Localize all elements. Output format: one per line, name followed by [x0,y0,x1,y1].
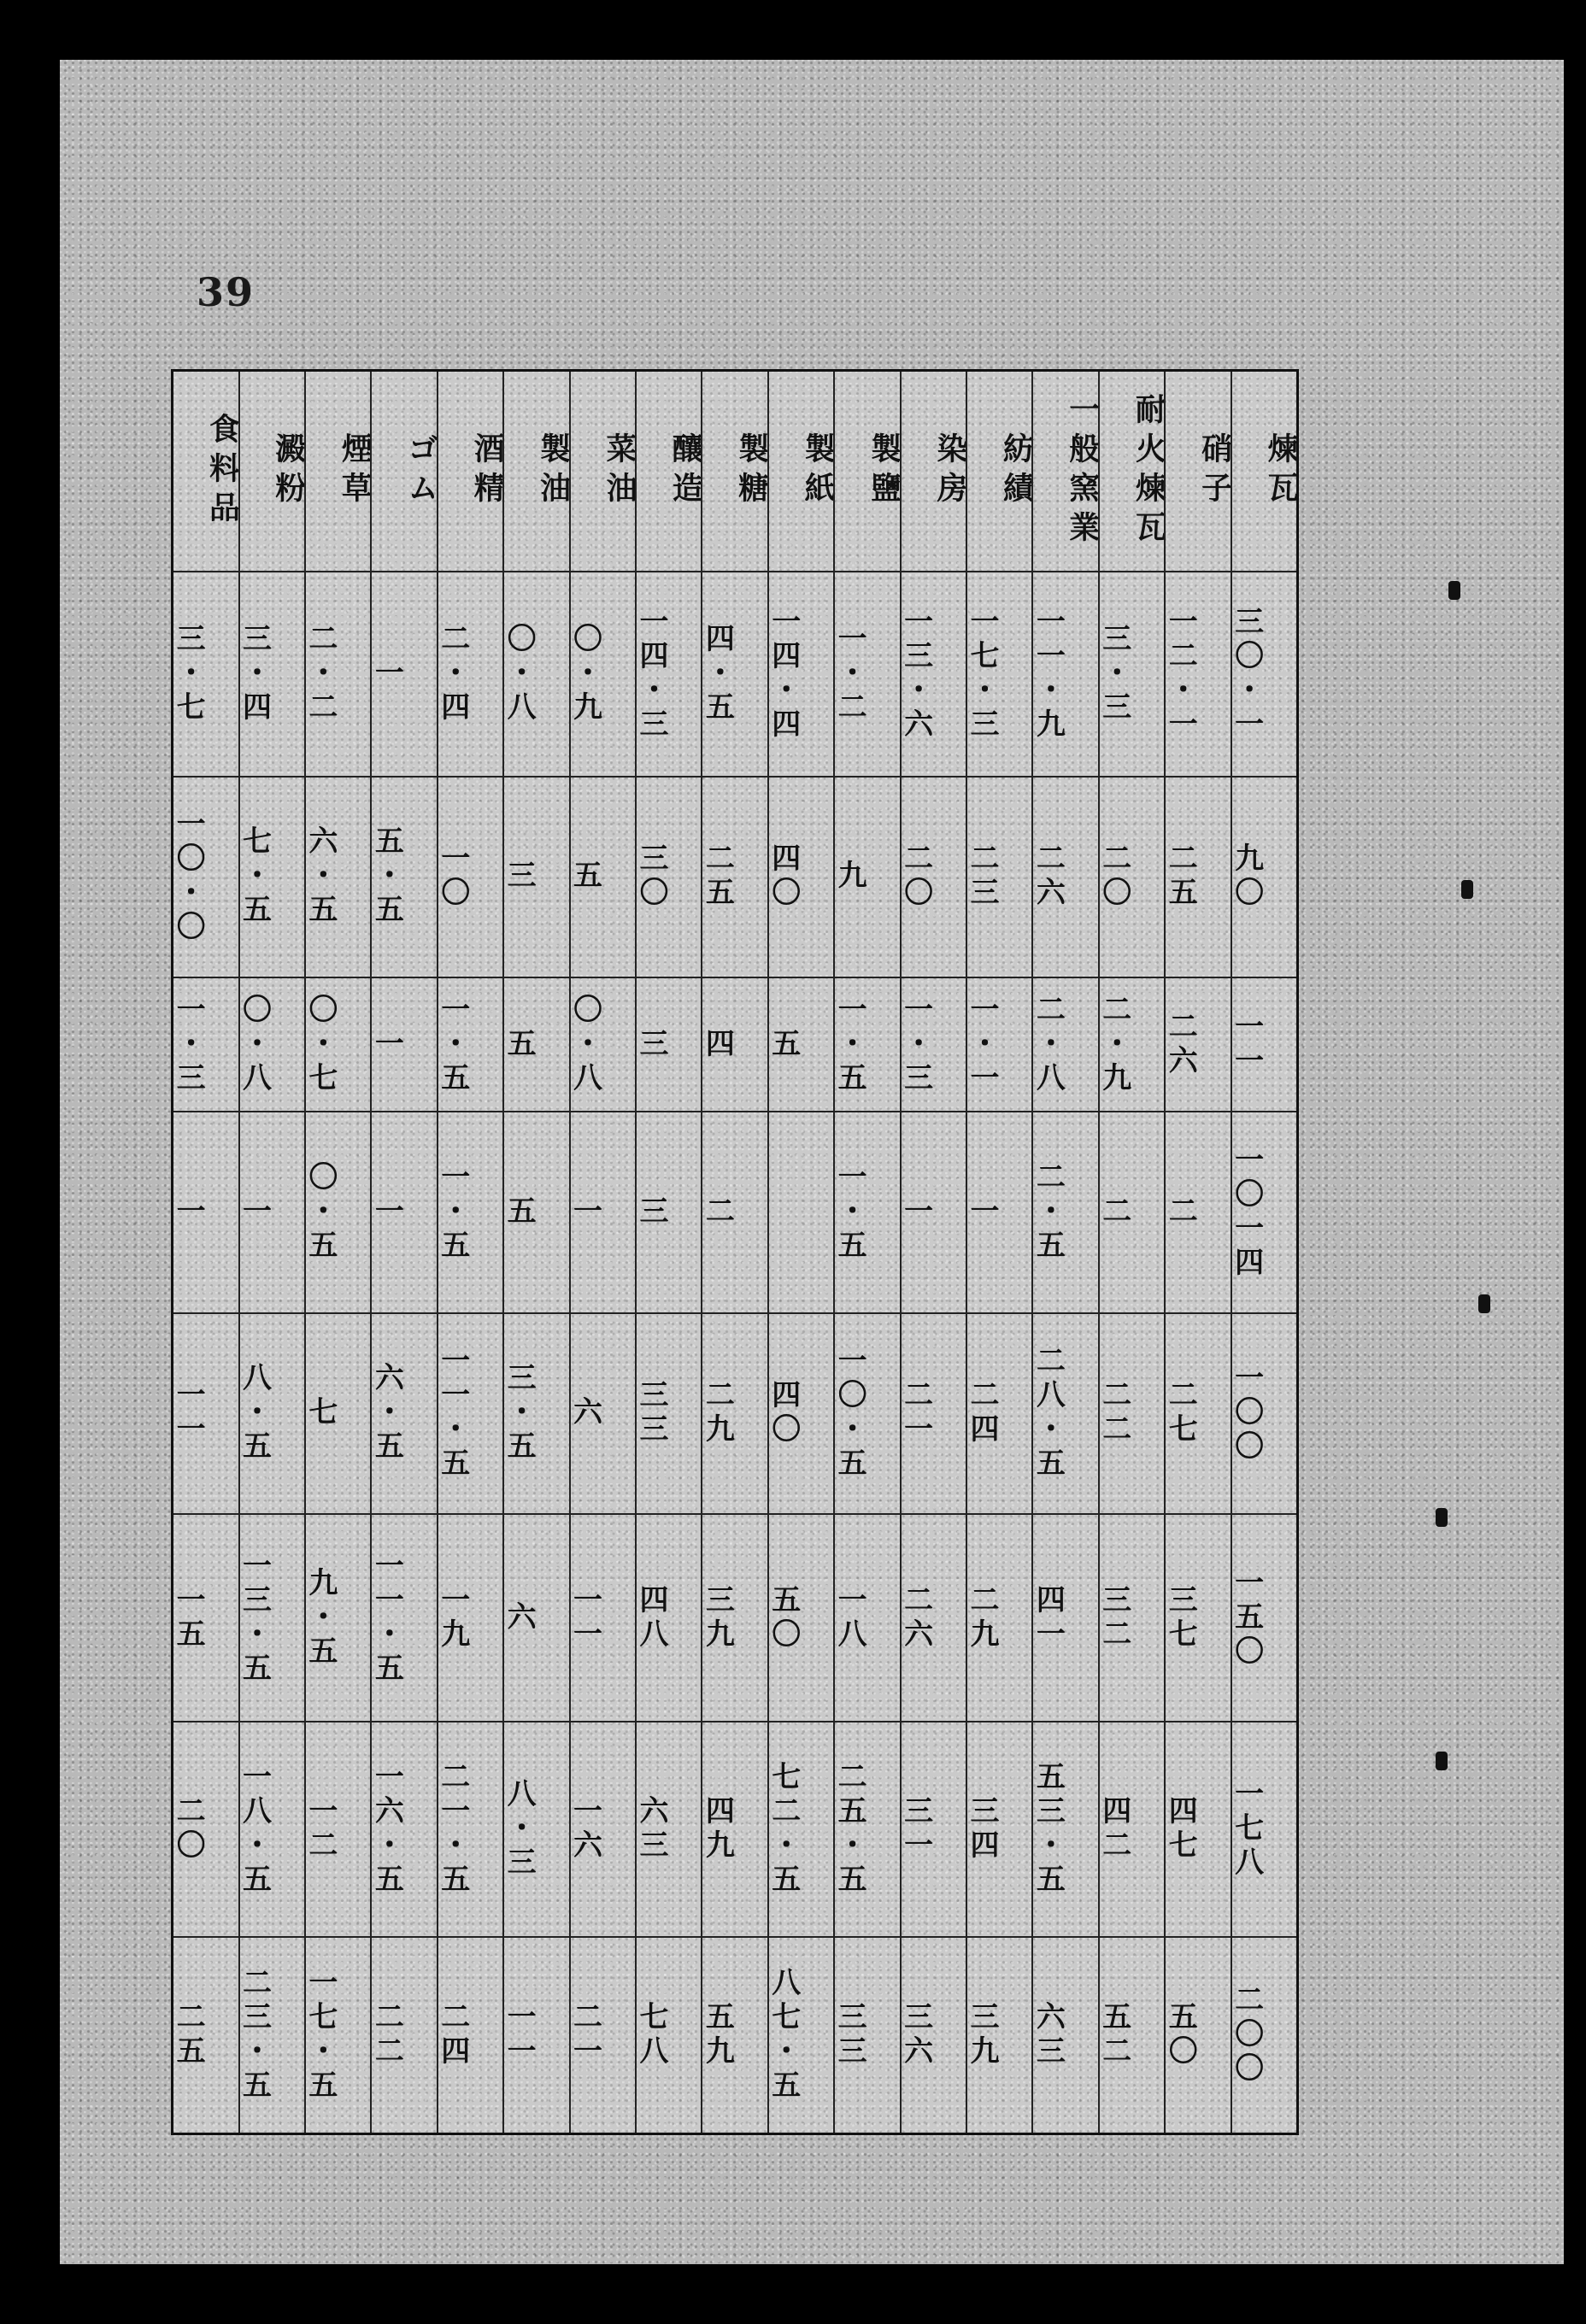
table-cell: 一六・五 [372,1722,436,1937]
column-header: 製糖 [702,372,767,572]
table-cell: 四・五 [702,572,767,777]
table-cell [769,1112,833,1313]
table-cell: 二 [702,1112,767,1313]
table-cell: 四一 [1033,1515,1097,1722]
table-cell: 〇・八 [240,978,304,1113]
table-cell: 一 [240,1112,304,1313]
table-cell: 三・三 [1100,572,1164,777]
table-cell: 一四・三 [637,572,701,777]
table-column [435,372,506,2133]
table-cell: 五二 [1096,2000,1131,2069]
table-cell: 九〇 [1232,778,1296,978]
table-cell: 三六 [898,2000,933,2069]
table-cell: 二三 [967,778,1031,978]
column-header: 紡績 [967,372,1031,572]
table-cell: 六・五 [306,778,370,978]
table-cell: 九・五 [306,1515,370,1722]
table-cell: 一八・五 [240,1722,304,1937]
column-header: ゴム [372,372,436,572]
table-cell: 七・五 [240,778,304,978]
table-cell: 一四・四 [769,572,833,777]
table-cell: 二四 [967,1314,1031,1515]
table-column [633,372,704,2133]
table-cell: 七二・五 [769,1722,833,1937]
column-header: 染房 [902,372,966,572]
table-column [171,372,241,2133]
table-column [569,372,635,2133]
table-cell: 六三 [1031,2000,1066,2069]
column-header: 煙草 [306,372,370,572]
column-header: 製鹽 [835,372,899,572]
table-cell: 一 [902,1112,966,1313]
table-cell: 二七 [1166,1314,1230,1515]
table-cell: 〇・七 [306,978,370,1113]
table-cell: 八七・五 [766,1966,801,2104]
table-cell: 一・五 [438,1112,502,1313]
table-cell: 一・二 [835,572,899,777]
table-cell: 二一 [902,1314,966,1515]
table-cell: 五九 [700,2000,735,2069]
table-cell: 三九 [964,2000,999,2069]
table-cell: 一 [372,572,436,777]
table-cell: 六 [504,1515,568,1722]
table-cell: 一二 [306,1722,370,1937]
table-cell: 一五 [173,1515,238,1722]
table-cell: 一九 [438,1515,502,1722]
table-cell: 一三・六 [902,572,966,777]
table-cell: 三〇 [637,778,701,978]
table-cell: 二〇〇 [1229,1983,1264,2086]
table-cell: 一 [967,1112,1031,1313]
column-header: 硝子 [1166,372,1230,572]
column-header: 製紙 [769,372,833,572]
table-column [237,372,307,2133]
table-cell: 九 [835,778,899,978]
table-cell: 一八 [835,1515,899,1722]
table-cell: 三〇・一 [1232,572,1296,777]
binding-mark [1461,880,1473,899]
table-cell: 一一 [173,1314,238,1515]
table-cell: 一三・五 [240,1515,304,1722]
table-cell: 二・四 [438,572,502,777]
table-cell: 三 [504,778,568,978]
table-cell: 〇・八 [571,978,635,1113]
table-cell: 三 [637,978,701,1113]
table-cell: 四 [702,978,767,1113]
table-cell: 四二 [1100,1722,1164,1937]
table-column [832,372,902,2133]
table-cell: 三三 [832,2000,867,2069]
table-column [1031,372,1101,2133]
table-cell: 一五〇 [1232,1515,1296,1722]
table-cell: 二〇 [173,1722,238,1937]
table-cell: 三七 [1166,1515,1230,1722]
table-cell: 二六 [902,1515,966,1722]
table-cell: 五三・五 [1033,1722,1097,1937]
table-cell: 〇・八 [504,572,568,777]
table-cell: 一〇・五 [835,1314,899,1515]
table-cell: 二六 [1033,778,1097,978]
page-number: 39 [197,269,256,315]
table-cell: 一〇一四 [1232,1112,1296,1313]
table-column [303,372,373,2133]
table-cell: 二一 [567,2000,602,2069]
table-cell: 七八 [633,2000,668,2069]
table-column [700,372,770,2133]
table-cell: 三九 [702,1515,767,1722]
table-cell: 二五 [702,778,767,978]
table-cell: 二・二 [306,572,370,777]
table-cell: 一 [173,1112,238,1313]
table-cell: 三 [637,1112,701,1313]
table-cell: 一六 [571,1722,635,1937]
table-cell: 一一 [1232,978,1296,1113]
table-cell: 二二 [1100,1314,1164,1515]
table-cell: 三・五 [504,1314,568,1515]
column-header: 耐火煉瓦 [1100,372,1164,572]
column-header: 食料品 [173,372,238,572]
table-cell: 二〇 [902,778,966,978]
table-cell: 五 [504,1112,568,1313]
table-cell: 一・五 [835,978,899,1113]
table-cell: 一七・五 [303,1966,338,2104]
table-cell: 二・五 [1033,1112,1097,1313]
table-cell: 二五 [171,2000,206,2069]
column-header: 製油 [504,372,568,572]
table-column [1229,372,1299,2133]
table-cell: 六三 [637,1722,701,1937]
table-cell: 一・一 [967,978,1031,1113]
table-cell: 二五・五 [835,1722,899,1937]
table-column [502,372,572,2133]
table-cell: 三・七 [173,572,238,777]
table-column [964,372,1035,2133]
table-cell: 七 [306,1314,370,1515]
table-cell: 一・五 [835,1112,899,1313]
table-cell: 三・四 [240,572,304,777]
table-cell: 一一 [502,2000,537,2069]
table-cell: 二一・五 [438,1722,502,1937]
table-cell: 三四 [967,1722,1031,1937]
table-cell: 三三 [637,1314,701,1515]
data-table [171,369,1299,2135]
table-cell: 四〇 [769,778,833,978]
column-header: 澱粉 [240,372,304,572]
column-header: 煉瓦 [1232,372,1296,572]
table-cell: 三一 [902,1722,966,1937]
table-cell: 一・五 [438,978,502,1113]
table-cell: 二四 [435,2000,470,2069]
table-cell: 五・五 [372,778,436,978]
table-cell: 一〇・〇 [173,778,238,978]
table-cell: 〇・五 [306,1112,370,1313]
document-page [60,60,1564,2264]
table-cell: 一七八 [1232,1722,1296,1937]
table-column [1163,372,1233,2133]
table-cell: 二 [1166,1112,1230,1313]
table-cell: 四八 [637,1515,701,1722]
table-column [1096,372,1167,2133]
binding-mark [1436,1752,1448,1770]
column-header: 酒精 [438,372,502,572]
table-cell: 二九 [702,1314,767,1515]
binding-mark [1448,581,1460,600]
table-cell: 五〇 [769,1515,833,1722]
column-header: 菜油 [571,372,635,572]
column-header: 一般窯業 [1033,372,1097,572]
table-cell: 一二・一 [1166,572,1230,777]
binding-mark [1478,1294,1490,1313]
table-cell: 三二 [1100,1515,1164,1722]
table-cell: 八・三 [504,1722,568,1937]
table-cell: 八・五 [240,1314,304,1515]
column-header: 釀造 [637,372,701,572]
table-cell: 一一・五 [438,1314,502,1515]
table-cell: 一〇 [438,778,502,978]
binding-mark [1436,1508,1448,1527]
table-cell: 五 [769,978,833,1113]
table-cell: 二八・五 [1033,1314,1097,1515]
table-cell: 四九 [702,1722,767,1937]
table-cell: 二五 [1166,778,1230,978]
table-cell: 二二 [369,2000,404,2069]
table-column [766,372,837,2133]
table-cell: 五 [504,978,568,1113]
table-cell: 六 [571,1314,635,1515]
table-cell: 二九 [967,1515,1031,1722]
table-cell: 一・三 [173,978,238,1113]
table-cell: 一〇〇 [1232,1314,1296,1515]
table-cell: 六・五 [372,1314,436,1515]
table-cell: 一 [372,1112,436,1313]
table-cell: 二〇 [1100,778,1164,978]
table-cell: 四〇 [769,1314,833,1515]
table-cell: 二 [1100,1112,1164,1313]
table-cell: 一一 [571,1515,635,1722]
table-column [369,372,439,2133]
table-cell: 二・八 [1033,978,1097,1113]
table-cell: 一一・五 [372,1515,436,1722]
table-cell: 四七 [1166,1722,1230,1937]
table-column [900,372,966,2133]
table-cell: 一 [571,1112,635,1313]
table-cell: 二三・五 [237,1966,272,2104]
table-cell: 一 [372,978,436,1113]
table-cell: 一・三 [902,978,966,1113]
table-cell: 五 [571,778,635,978]
table-cell: 一七・三 [967,572,1031,777]
table-cell: 二六 [1166,978,1230,1113]
table-cell: 〇・九 [571,572,635,777]
table-cell: 五〇 [1163,2000,1198,2069]
table-cell: 一一・九 [1033,572,1097,777]
table-cell: 二・九 [1100,978,1164,1113]
